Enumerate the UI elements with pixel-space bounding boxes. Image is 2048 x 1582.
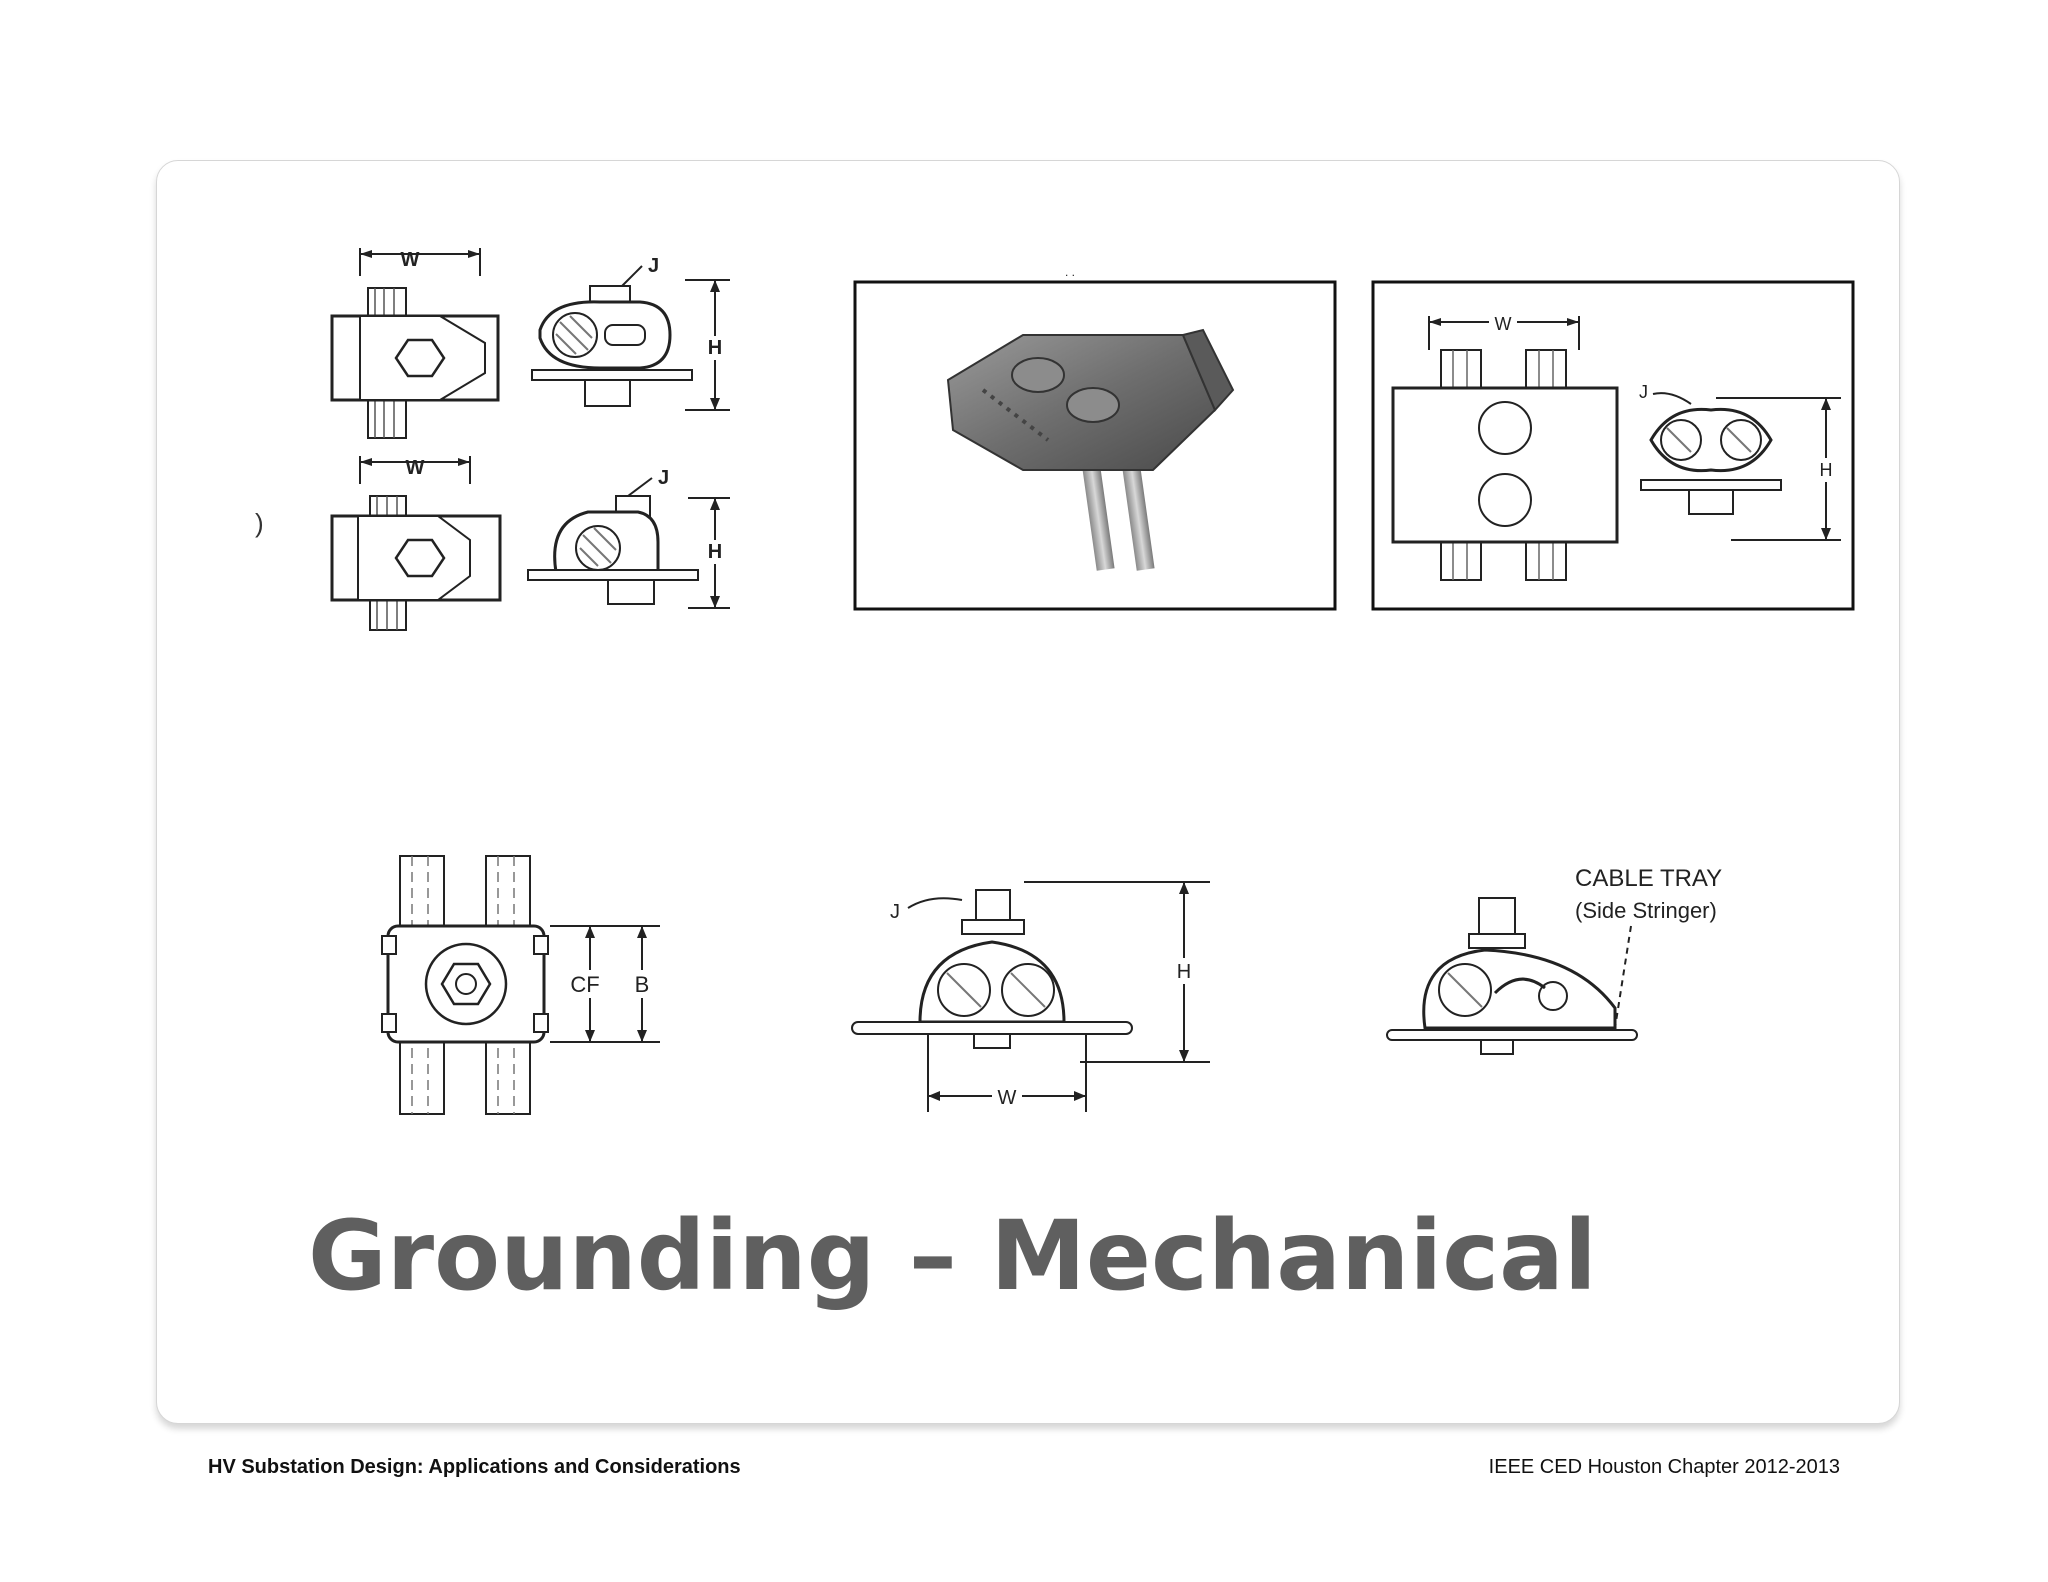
side-stringer-label: (Side Stringer) bbox=[1575, 898, 1717, 923]
footer-chapter: IEEE CED Houston Chapter 2012-2013 bbox=[1488, 1456, 1840, 1478]
cable-tray-label: CABLE TRAY bbox=[1575, 865, 1723, 892]
dim-h-label: H bbox=[1176, 961, 1192, 983]
tray-clamp-side-view-drawing bbox=[850, 872, 1210, 1112]
dim-w-label: W bbox=[1494, 314, 1512, 334]
clamp-side-view-drawing-2 bbox=[528, 462, 730, 612]
dim-h-label: H bbox=[707, 541, 723, 563]
slide-title: Grounding – Mechanical bbox=[308, 1200, 1597, 1312]
footer-course-title: HV Substation Design: Applications and Considerations bbox=[208, 1456, 741, 1478]
dim-h-label: H bbox=[1819, 460, 1833, 480]
dim-j-label: J bbox=[658, 467, 670, 489]
dim-h-label: H bbox=[707, 337, 723, 359]
dim-j-label: J bbox=[1639, 382, 1648, 402]
dim-w-label: W bbox=[400, 249, 420, 271]
parallel-clamp-drawing bbox=[1371, 280, 1855, 611]
photo-stray-mark: . . bbox=[1065, 265, 1076, 279]
dim-w-label: W bbox=[405, 457, 425, 479]
dim-j-label: J bbox=[890, 901, 900, 923]
dim-b-label: B bbox=[634, 972, 650, 997]
stray-mark: ) bbox=[255, 508, 264, 538]
dim-cf-label: CF bbox=[570, 972, 600, 997]
tray-clamp-top-view-drawing bbox=[380, 850, 670, 1120]
dim-j-label: J bbox=[648, 255, 660, 277]
clamp-top-view-drawing-1 bbox=[320, 248, 510, 448]
clamp-side-view-drawing-1 bbox=[530, 250, 730, 420]
dim-w-label: W bbox=[997, 1087, 1017, 1109]
clamp-top-view-drawing-2 bbox=[320, 456, 510, 636]
cable-tray-clamp-drawing bbox=[1385, 858, 1785, 1098]
clamp-photo bbox=[853, 265, 1337, 611]
